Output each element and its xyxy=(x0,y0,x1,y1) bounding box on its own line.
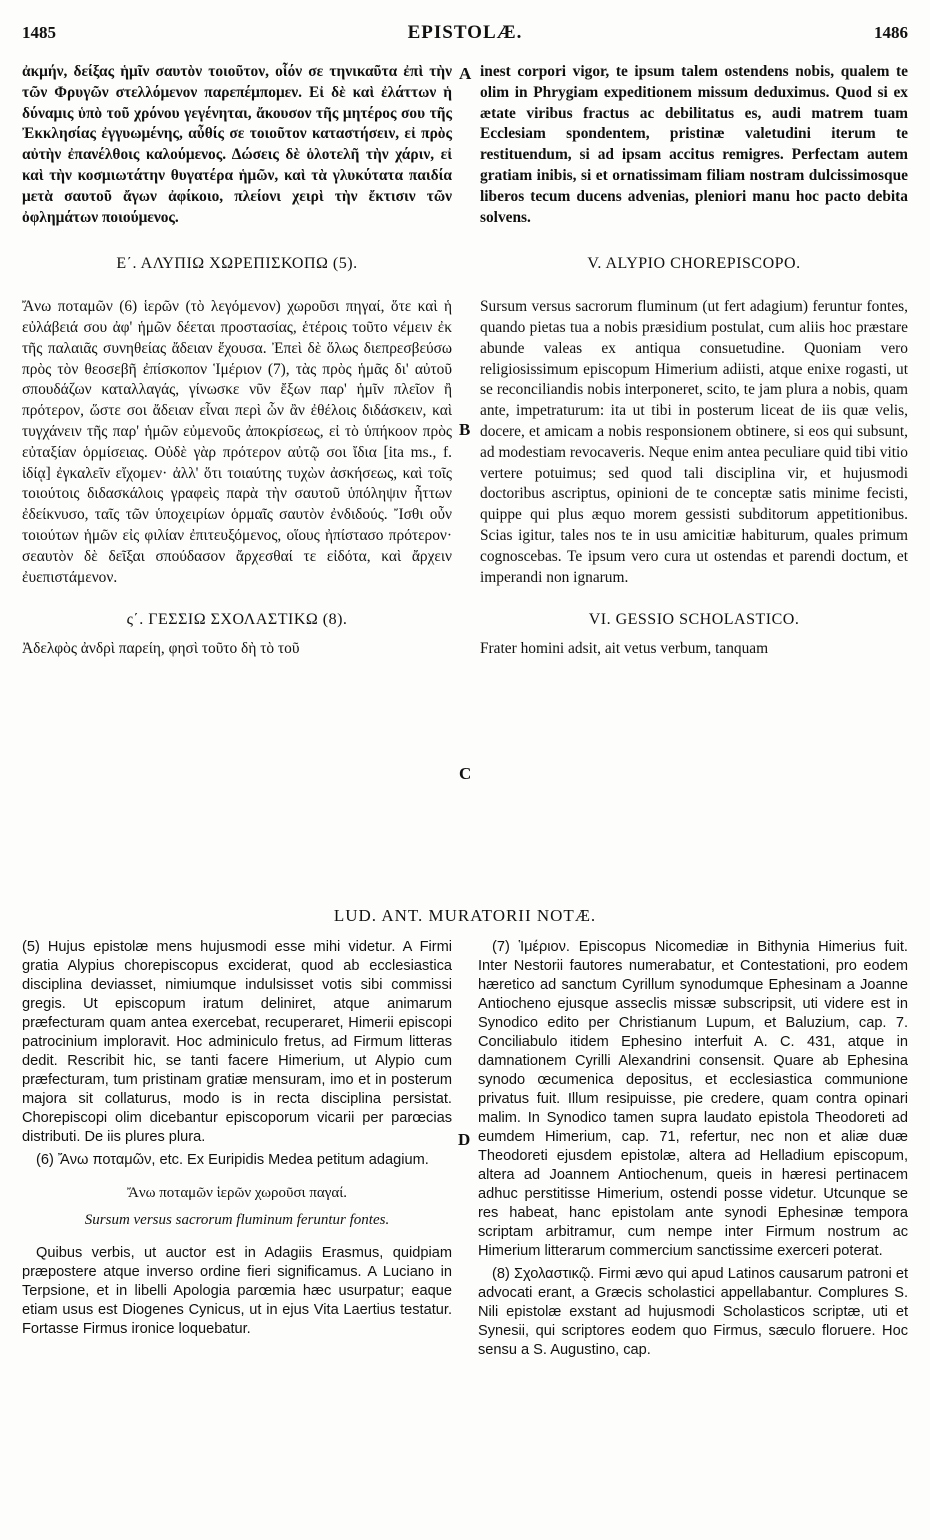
margin-letter-c: C xyxy=(459,764,472,783)
latin-intro-paragraph: inest corpori vigor, te ipsum talem ostendens nobis, qualem te olim in Phrygiam expeditionem missum deduximus. Quod si ex ætate viribus fractus ac debilitatus es, audi matrem tuam Ecclesiam spondentem, pristinæ valetudini iterum te restituendum, si ad ipsam accitus remigres. Perfectam autem gratiam inibis, si et ornatissimam filiam nostram dulcissimosque liberos tecum ducens advenias, pleniori manu hoc pacto debita solvens. xyxy=(480,63,908,226)
notes-title: LUD. ANT. MURATORII NOTÆ. xyxy=(333,906,597,925)
margin-letter-d: D xyxy=(458,1130,471,1149)
left-page-number: 1485 xyxy=(22,23,56,42)
running-title: EPISTOLÆ. xyxy=(407,22,523,43)
greek-section5-heading: Ε΄. ΑΛΥΠΙΩ ΧΩΡΕΠΙΣΚΟΠΩ (5). xyxy=(116,255,358,273)
note-7: (7) Ἱμέριον. Episcopus Nicomediæ in Bithynia Himerius fuit. Inter Nestorii fautores numerabatur, et Contestationi, pro eodem hæretico ad sanctum Cyrillum synodumque Ephesinam a Joanne Antiocheno ejusque asseclis missæ subscripsit, uti videre est in Synodico edito per Christianum Lupum, et Baluzium, cap. 7. Conciliabulo itidem Ephesino interfuit A. C. 431, atque in damnationem Cyrilli Alexandrini consensit. Quare ab Ephesina synodo œcumenica depositus, et ecclesiastica communione privatus fuit. Illum resipuisse, pie credere, quam contra opinari malim. In Synodico tamen supra laudato epistola Theodoreti ad eumdem Himerium, cap. 71, refertur, nec non et aliæ duæ Theodoreti ejusdem epistolæ, altera ad Helladium episcopum, altera ad Joannem Antiochenum, queis in hæresi pertinacem adhuc perstitisse Himerium, ostendi posse videtur. Utcunque se res habeat, hanc epistolam ante synodi Ephesinæ tempora scriptam arbitramur, cum nempe inter Firmum nostrum ac Himerium litterarum commercium sanctissime exerceri poterat. xyxy=(478,939,908,1259)
greek-section5-text: Ἄνω ποταμῶν (6) ἱερῶν (τὸ λεγόμενον) χωροῦσι πηγαί, ὅτε καὶ ἡ εὐλάβειά σου ἀφ' ἡμῶν δέεται προστασίας, ἑτέροις τοῦτο νέμειν ἐκ τῆς παλαιᾶς συνηθείας ἄδειαν ἔχουσα. Ἐπεὶ δὲ ὅλως διεπρεσβεύσω πρὸς τὸν θεοσεβῆ ἐπίσκοπον Ἱμέριον (7), τὰς πρὸς ἡμᾶς δι' αὐτοῦ σπουδάζων καταλλαγάς, γίνωσκε νῦν ἔξων παρ' ἡμῖν πλεῖον ἢ πρότερον, ὥστε σοι ἄδειαν εἶναι περὶ ὧν ἂν ἐθέλοις διδάσκειν, καὶ τυγχάνειν τῆς παρ' ἡμῶν εὐμενοῦς ἀποκρίσεως, εἰ τὸ ὑπήκοον πρὸς εὐταξίαν ὁρμίσειας. Οὐδὲ γὰρ πρότερον αὐτῷ σοι ἴδια [ita ms., f. ἰδίᾳ] ἐγκαλεῖν εἴχομεν· ἀλλ' ὅτι τοιαύτης τυχὼν ἀσκήσεως, καὶ τοῖς τοιούτοις διδασκάλοις γραφεὶς παρὰ τὴν σαυτοῦ ὑπόληψιν ἧττων ἐδείκνυσο, ταῖς τῶν ὑποχειρίων ὁρμαῖς σαυτὸν ἐνδιδούς. Ἴσθι οὖν τοιούτων ἡμῶν εἰς φιλίαν ἐπιτευξόμενος, οἵους ἠπίστασο πρότερον· σεαυτὸν δὲ δεῖξαι σπούδασον ἄρχεσθαί τε εἰδότα, καὶ ἄρχειν ἐυεπιστάμενον. xyxy=(22,298,452,586)
latin-section6-heading: VI. GESSIO SCHOLASTICO. xyxy=(588,611,800,629)
right-page-number: 1486 xyxy=(874,23,908,42)
latin-section5-heading: V. ALYPIO CHOREPISCOPO. xyxy=(587,255,801,273)
latin-section5-text: Sursum versus sacrorum fluminum (ut fert adagium) feruntur fontes, quando pietas tua a nobis præsidium postulat, cum aliis hoc præstare abunde valeas ex antiqua consuetudine. Quoniam vero religiosissimum episcopum Himerium adiisti, atque enixe rogasti, ut se reconciliandis nobis interponeret, scito, te jam plura a nobis, quam ante, impetraturum: ita ut tibi in posterum liceat de iis quæ velis, docere, et amicam a nobis responsionem obtinere, si eos qui subsunt, ad modestiam revocaveris. Neque enim antea peculiare quid tibi vitio vertere potuimus; sed quod tali disciplina vir, et hujusmodi doctoribus ascriptus, opinioni de te conceptæ satis minime fecisti, quippe qui plus æquo morem gessisti subditorum appetitionibus. Scias igitur, tales nos te in usu amicitiæ habiturum, quales primum cognoscebas. Te ipsum vero cura ut ostendas et parendi doctum, et imperandi non ignarum. xyxy=(480,298,908,586)
note-6-greek-verse: Ἄνω ποταμῶν ἱερῶν χωροῦσι παγαί. xyxy=(126,1185,348,1201)
greek-section6-heading: ς΄. ΓΕΣΣΙΩ ΣΧΟΛΑΣΤΙΚΩ (8). xyxy=(126,611,348,629)
latin-section6-text: Frater homini adsit, ait vetus verbum, tanquam xyxy=(480,640,769,658)
greek-column xyxy=(22,62,452,660)
note-5: (5) Hujus epistolæ mens hujusmodi esse mihi videtur. A Firmi gratia Alypius chorepiscopus exciderat, quod ab ecclesiastica disciplina deviasset, nimiumque indulsisset votis sibi commissi gregis. Ut episcopum iratum deliniret, atque animarum præfecturam quam antea exercebat, recuperaret, Himerii episcopi patrocinium imploravit. Hoc adminiculo fretus, ad Firmum litteras dedit. Rescribit hic, se tanti facere Himerium, ut Alypio cum præfecturam, tum pristinam gratiæ mensuram, imo et in posterum majora sit collaturus, modo is in recta disciplina persistat. Chorepiscopi olim dicebantur episcoporum vicarii per parœcias distributi. De iis plures plura. xyxy=(22,939,452,1145)
notes-right-column xyxy=(478,938,908,1364)
greek-intro-paragraph: ἀκμήν, δείξας ἡμῖν σαυτὸν τοιοῦτον, οἷόν σε τηνικαῦτα ἐπὶ τὴν τῶν Φρυγῶν στελλόμενον παρεπέμπομεν. Εἰ δὲ καὶ ἐλάττων ἡ δύναμις ὑπὸ τοῦ χρόνου γεγένηται, ἄκουσον τῆς μητέρος σου τῆς Ἐκκλησίας ἐγγυωμένης, αὖθίς σε τοιοῦτον καταστήσειν, εἰ πρὸς αὐτὴν ἐπανέλθοις καλούμενος. Δώσεις δὲ ὁλοτελῆ τὴν χάριν, εἰ καὶ τὴν κοσμιωτάτην θυγατέρα ἡμῶν, καὶ τὰ γλυκύτατα παιδία μετὰ σαυτοῦ ἄγων ἀφίκοιο, πλείονι χειρὶ τὴν ἔκτισιν τῶν ὀφλημάτων ποιούμενος. xyxy=(22,63,452,226)
margin-letter-a: A xyxy=(459,64,472,83)
running-header xyxy=(22,16,908,50)
margin-letter-b: B xyxy=(459,420,471,439)
notes-left-column xyxy=(22,938,452,1343)
note-8: (8) Σχολαστικῷ. Firmi ævo qui apud Latinos causarum patroni et advocati erant, a Græcis scholastici appellabantur. Complures S. Nili epistolæ exstant ad hujusmodi Scholasticos scriptæ, uti et Synesii, qui scriptores eodem quo Firmus, sæculo floruere. Hoc sensu a S. Augustino, cap. xyxy=(478,1266,908,1358)
latin-column xyxy=(480,62,908,660)
note-6-latin-verse: Sursum versus sacrorum fluminum feruntur fontes. xyxy=(84,1212,390,1228)
note-6: (6) Ἄνω ποταμῶν, etc. Ex Euripidis Medea petitum adagium. xyxy=(36,1152,429,1168)
greek-section6-text: Ἀδελφὸς ἀνδρὶ παρείη, φησὶ τοῦτο δὴ τὸ τοῦ xyxy=(22,640,300,658)
note-6-continuation: Quibus verbis, ut auctor est in Adagiis Erasmus, quidpiam præpostere atque inverso ordine fieri significamus. A Luciano in Terpsione, et in libelli Apologia parœmia hæc usurpatur; eaque etiam usus est Diogenes Cynicus, ut in ejus Vita Laertius testatur. Fortasse Firmus ironice loquebatur. xyxy=(22,1245,452,1337)
